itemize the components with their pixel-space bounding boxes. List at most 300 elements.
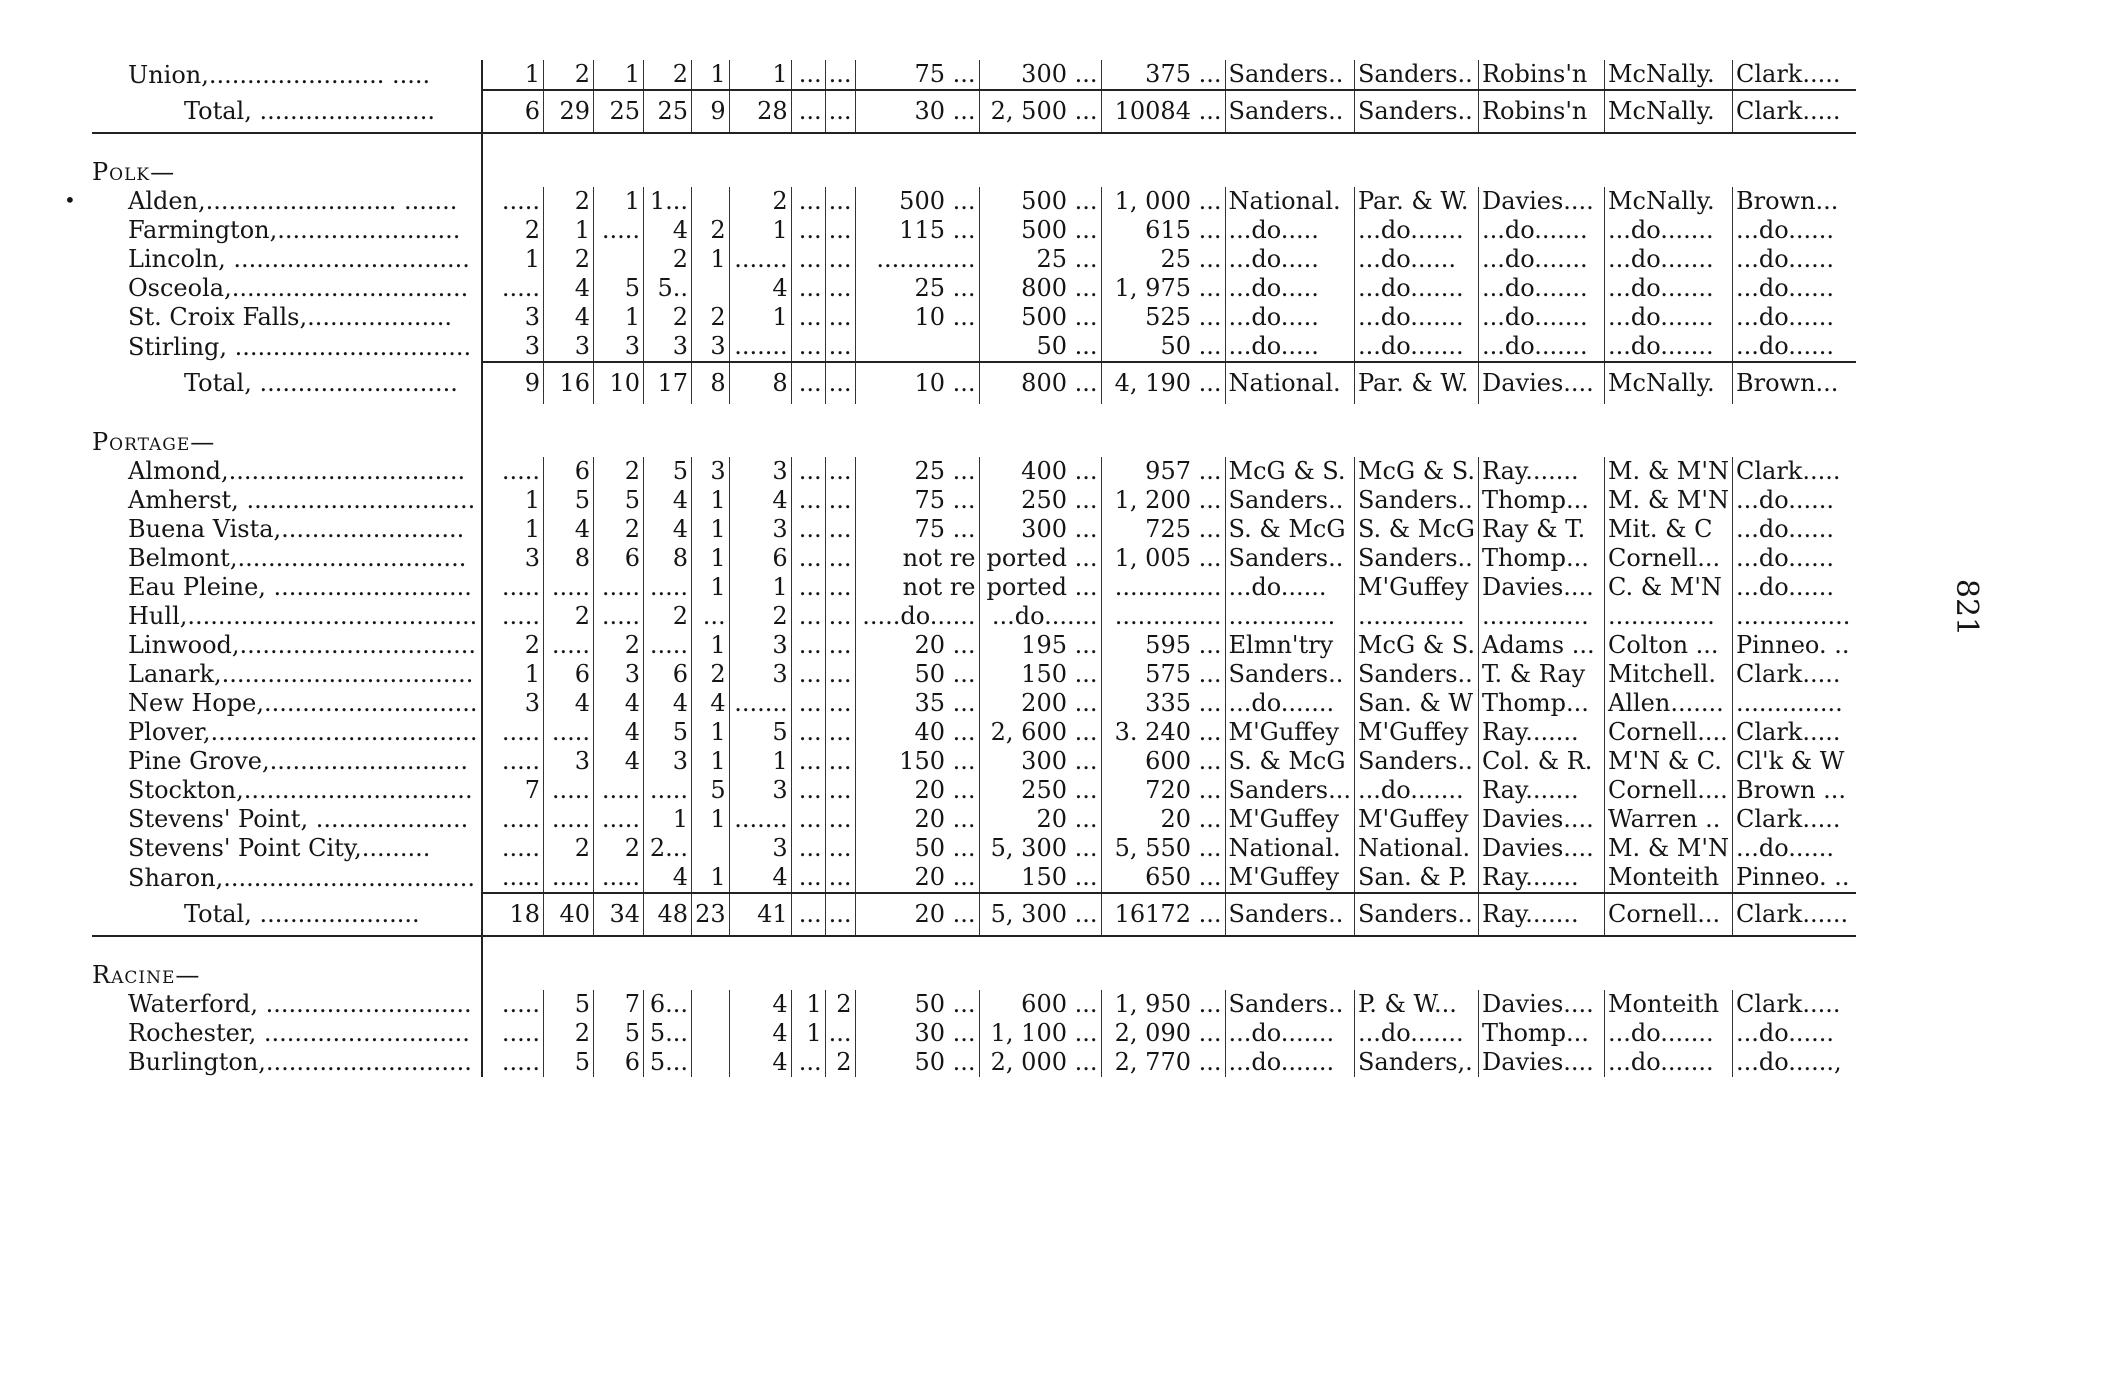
table-cell: ... — [791, 515, 825, 544]
table-cell: ..... — [482, 1048, 544, 1077]
empty-cell — [791, 961, 825, 990]
empty-cell — [1354, 428, 1478, 457]
table-cell: ... — [692, 602, 730, 631]
table-cell: 1 — [644, 805, 692, 834]
table-cell: ..... — [594, 863, 644, 893]
spacer-cell — [729, 404, 791, 428]
table-cell: ... — [791, 718, 825, 747]
table-cell: 3 — [544, 332, 594, 362]
table-cell: 800 ... — [979, 362, 1101, 404]
table-cell: ..... — [482, 1019, 544, 1048]
spacer-cell — [729, 936, 791, 961]
table-cell: Brown... — [1732, 187, 1856, 216]
table-cell: 2 — [644, 60, 692, 90]
spacer-cell — [692, 936, 730, 961]
empty-cell — [979, 158, 1101, 187]
table-cell: Sanders.. — [1225, 544, 1354, 573]
table-cell: 2 — [544, 60, 594, 90]
table-cell: 20 ... — [1101, 805, 1225, 834]
table-cell: 575 ... — [1101, 660, 1225, 689]
table-cell: 1 — [482, 515, 544, 544]
table-cell: ...do....... — [1478, 245, 1604, 274]
table-cell: Sanders.. — [1354, 486, 1478, 515]
table-cell: ...do...... — [1732, 515, 1856, 544]
table-cell: 50 ... — [855, 1048, 979, 1077]
spacer-cell — [1604, 936, 1732, 961]
table-cell: 200 ... — [979, 689, 1101, 718]
table-cell: 35 ... — [855, 689, 979, 718]
table-cell: 4 — [729, 1019, 791, 1048]
town-name: Stockton,.............................. — [128, 776, 473, 804]
table-cell: 5 — [544, 990, 594, 1019]
table-cell: 400 ... — [979, 457, 1101, 486]
table-cell: ... — [791, 60, 825, 90]
spacer-cell — [791, 936, 825, 961]
spacer-row — [92, 936, 1856, 961]
table-cell: 4 — [594, 747, 644, 776]
empty-cell — [1354, 961, 1478, 990]
table-cell: M'Guffey — [1354, 805, 1478, 834]
table-cell: 20 ... — [855, 631, 979, 660]
table-cell: ..... — [482, 834, 544, 863]
table-row — [92, 544, 1856, 573]
table-cell: ...do......, — [1732, 1048, 1856, 1077]
table-cell: ..... — [482, 274, 544, 303]
table-cell: Col. & R. — [1478, 747, 1604, 776]
table-cell: ...do...... — [1354, 245, 1478, 274]
table-cell: 615 ... — [1101, 216, 1225, 245]
table-cell: Ray & T. — [1478, 515, 1604, 544]
table-cell: 9 — [482, 362, 544, 404]
table-cell: Sanders.. — [1354, 90, 1478, 133]
town-name: Sharon,................................. — [128, 863, 475, 892]
table-cell: ... — [825, 834, 855, 863]
table-row — [92, 332, 1856, 362]
empty-cell — [855, 428, 979, 457]
table-cell: 150 ... — [979, 660, 1101, 689]
table-cell: ... — [825, 1019, 855, 1048]
table-cell: ............... — [1732, 602, 1856, 631]
table-cell: 41 — [729, 893, 791, 936]
table-cell: Sanders.. — [1225, 90, 1354, 133]
empty-cell — [825, 961, 855, 990]
table-cell: ... — [825, 60, 855, 90]
table-cell: ...do....... — [1354, 332, 1478, 362]
empty-cell — [1101, 428, 1225, 457]
table-cell: ..... — [644, 631, 692, 660]
spacer-cell — [855, 936, 979, 961]
table-cell: 1 — [482, 60, 544, 90]
table-cell: 25 ... — [855, 274, 979, 303]
spacer-cell — [1604, 133, 1732, 158]
spacer-cell — [1354, 133, 1478, 158]
table-cell: 25 ... — [979, 245, 1101, 274]
county-heading-row — [92, 158, 1856, 187]
table-cell: 16 — [544, 362, 594, 404]
empty-cell — [1101, 961, 1225, 990]
table-cell: 1 — [729, 216, 791, 245]
table-cell: 150 ... — [855, 747, 979, 776]
table-cell: Robins'n — [1478, 90, 1604, 133]
table-cell: 1, 200 ... — [1101, 486, 1225, 515]
table-cell: 1 — [729, 303, 791, 332]
table-cell: Ray....... — [1478, 893, 1604, 936]
town-name: Pine Grove,.......................... — [128, 747, 468, 775]
table-cell: ....... — [729, 689, 791, 718]
table-cell: ... — [825, 718, 855, 747]
table-cell: 1 — [692, 486, 730, 515]
table-cell: Cornell.... — [1604, 776, 1732, 805]
table-cell: 3 — [482, 544, 544, 573]
table-cell: ... — [825, 515, 855, 544]
spacer-cell — [1354, 404, 1478, 428]
table-cell: ...do..... — [1225, 274, 1354, 303]
table-cell: Adams ... — [1478, 631, 1604, 660]
table-cell: ...do....... — [1478, 216, 1604, 245]
spacer-cell — [979, 936, 1101, 961]
town-name: Amherst, .............................. — [128, 486, 476, 514]
table-cell: 10 ... — [855, 362, 979, 404]
table-cell: 1, 100 ... — [979, 1019, 1101, 1048]
table-row — [92, 1048, 1856, 1077]
spacer-cell — [825, 404, 855, 428]
town-name: Belmont,.............................. — [128, 544, 467, 572]
table-cell: 300 ... — [979, 747, 1101, 776]
table-cell: 3 — [544, 747, 594, 776]
spacer-cell — [855, 404, 979, 428]
table-cell: 25 ... — [855, 457, 979, 486]
table-cell: 4 — [644, 689, 692, 718]
table-cell: 115 ... — [855, 216, 979, 245]
table-cell: 1 — [729, 747, 791, 776]
table-cell: ... — [825, 573, 855, 602]
table-cell: 40 — [544, 893, 594, 936]
table-cell: ... — [825, 660, 855, 689]
table-cell: ..... — [482, 718, 544, 747]
table-cell: Sanders.. — [1354, 544, 1478, 573]
table-cell: 1, 950 ... — [1101, 990, 1225, 1019]
empty-cell — [825, 428, 855, 457]
spacer-cell — [791, 404, 825, 428]
school-statistics-table — [92, 60, 1856, 1077]
table-cell: 25 ... — [1101, 245, 1225, 274]
table-cell: 8 — [692, 362, 730, 404]
table-cell: 48 — [644, 893, 692, 936]
table-cell: ..... — [482, 573, 544, 602]
table-cell: 16172 ... — [1101, 893, 1225, 936]
table-cell: ..... — [544, 776, 594, 805]
table-cell: McNally. — [1604, 90, 1732, 133]
table-cell: 1 — [482, 660, 544, 689]
table-cell: ... — [791, 187, 825, 216]
table-cell: 2 — [825, 990, 855, 1019]
table-cell: .............. — [1101, 602, 1225, 631]
table-cell: Brown... — [1732, 362, 1856, 404]
table-cell: 5... — [644, 1019, 692, 1048]
table-cell: McNally. — [1604, 362, 1732, 404]
table-cell: Cornell... — [1604, 893, 1732, 936]
table-cell: ...do....... — [1604, 1019, 1732, 1048]
table-row — [92, 631, 1856, 660]
empty-cell — [1604, 961, 1732, 990]
table-cell: ...do...... — [1732, 573, 1856, 602]
spacer-cell — [1732, 404, 1856, 428]
table-cell: 8 — [644, 544, 692, 573]
table-body — [92, 60, 1856, 1077]
table-cell: 2 — [594, 631, 644, 660]
table-cell: 1 — [544, 216, 594, 245]
spacer-cell — [644, 133, 692, 158]
table-cell: 2 — [482, 631, 544, 660]
table-cell: 2... — [644, 834, 692, 863]
table-cell: 5 — [594, 1019, 644, 1048]
table-cell: 1 — [594, 303, 644, 332]
empty-cell — [692, 158, 730, 187]
spacer-cell — [1478, 133, 1604, 158]
table-cell: P. & W... — [1354, 990, 1478, 1019]
table-cell: 1 — [729, 573, 791, 602]
table-cell: Par. & W. — [1354, 362, 1478, 404]
table-cell: ...do..... — [1225, 332, 1354, 362]
table-cell: 4 — [729, 863, 791, 893]
town-name: Stevens' Point City,......... — [128, 834, 431, 862]
table-cell: ...do...... — [1732, 245, 1856, 274]
table-cell: 4 — [644, 486, 692, 515]
spacer-cell — [644, 404, 692, 428]
table-cell: 3. 240 ... — [1101, 718, 1225, 747]
empty-cell — [644, 428, 692, 457]
total-row — [92, 362, 1856, 404]
table-cell: ...do....... — [1478, 274, 1604, 303]
table-cell: 525 ... — [1101, 303, 1225, 332]
table-row — [92, 573, 1856, 602]
table-cell: 4, 190 ... — [1101, 362, 1225, 404]
county-heading: Racine— — [92, 961, 201, 989]
table-cell: ...do....... — [1354, 274, 1478, 303]
town-name: Linwood,............................... — [128, 631, 476, 659]
table-row — [92, 689, 1856, 718]
table-cell: M'Guffey — [1354, 573, 1478, 602]
spacer-cell — [979, 133, 1101, 158]
table-cell: ..... — [544, 718, 594, 747]
table-cell: ... — [791, 486, 825, 515]
table-cell: 650 ... — [1101, 863, 1225, 893]
spacer-cell — [729, 133, 791, 158]
table-cell: 500 ... — [855, 187, 979, 216]
table-cell: 4 — [544, 515, 594, 544]
table-cell: .............. — [1478, 602, 1604, 631]
table-cell: S. & McG — [1354, 515, 1478, 544]
table-cell: Robins'n — [1478, 60, 1604, 90]
table-cell: Allen....... — [1604, 689, 1732, 718]
empty-cell — [544, 158, 594, 187]
table-cell: 1 — [482, 245, 544, 274]
table-cell — [692, 834, 730, 863]
table-cell: McNally. — [1604, 60, 1732, 90]
table-cell: .............. — [1732, 689, 1856, 718]
table-cell: ... — [825, 747, 855, 776]
table-cell: not re — [855, 573, 979, 602]
table-cell: 50 ... — [979, 332, 1101, 362]
empty-cell — [825, 158, 855, 187]
table-cell: 2 — [594, 457, 644, 486]
table-cell: 1 — [692, 718, 730, 747]
table-cell: 3 — [729, 631, 791, 660]
table-cell: ..... — [594, 602, 644, 631]
table-row — [92, 805, 1856, 834]
table-cell: National. — [1225, 834, 1354, 863]
table-cell: ... — [791, 362, 825, 404]
table-cell: ...do....... — [1604, 274, 1732, 303]
table-cell: ... — [825, 805, 855, 834]
town-name: Plover,................................... — [128, 718, 478, 746]
table-cell: ....... — [729, 332, 791, 362]
table-cell — [692, 187, 730, 216]
table-cell: ... — [791, 834, 825, 863]
table-cell: C. & M'N — [1604, 573, 1732, 602]
table-cell: ...do....... — [1604, 245, 1732, 274]
total-row — [92, 893, 1856, 936]
table-cell: 5 — [692, 776, 730, 805]
county-heading: Portage— — [92, 428, 216, 456]
table-cell: ... — [825, 631, 855, 660]
table-cell: ..... — [482, 990, 544, 1019]
spacer-cell — [1225, 404, 1354, 428]
table-cell: ... — [791, 544, 825, 573]
spacer-cell — [482, 404, 544, 428]
table-cell: ...do....... — [1604, 303, 1732, 332]
table-cell: ... — [791, 573, 825, 602]
table-cell: 500 ... — [979, 216, 1101, 245]
table-cell: ...do..... — [1225, 216, 1354, 245]
table-cell: M'Guffey — [1354, 718, 1478, 747]
table-cell: ...do....... — [1604, 1048, 1732, 1077]
table-cell: ...do....... — [1478, 303, 1604, 332]
table-cell: 2 — [544, 834, 594, 863]
table-cell: Sanders.. — [1225, 893, 1354, 936]
spacer-cell — [644, 936, 692, 961]
town-name: St. Croix Falls,................... — [128, 303, 453, 331]
spacer-cell — [1604, 404, 1732, 428]
table-cell: 2 — [544, 602, 594, 631]
table-cell: Clark..... — [1732, 718, 1856, 747]
table-cell: McNally. — [1604, 187, 1732, 216]
table-cell: 7 — [482, 776, 544, 805]
table-cell: 2 — [825, 1048, 855, 1077]
spacer-cell — [825, 936, 855, 961]
table-cell: 5, 550 ... — [1101, 834, 1225, 863]
total-label: Total, ....................... — [92, 90, 482, 133]
county-heading-row — [92, 961, 1856, 990]
table-cell: ..... — [544, 863, 594, 893]
empty-cell — [544, 961, 594, 990]
table-cell: .............. — [1225, 602, 1354, 631]
empty-cell — [482, 158, 544, 187]
table-cell: M'Guffey — [1225, 863, 1354, 893]
table-cell: 4 — [594, 718, 644, 747]
table-cell: Thomp... — [1478, 486, 1604, 515]
table-cell: 4 — [729, 1048, 791, 1077]
table-cell: 1, 975 ... — [1101, 274, 1225, 303]
table-cell: 300 ... — [979, 60, 1101, 90]
table-cell: Ray....... — [1478, 776, 1604, 805]
table-cell: ...do....... — [1225, 1048, 1354, 1077]
table-cell: Sanders.. — [1225, 660, 1354, 689]
town-name: Almond,............................... — [128, 457, 466, 485]
table-cell: National. — [1225, 187, 1354, 216]
table-cell: 3 — [729, 515, 791, 544]
table-cell: 1 — [594, 187, 644, 216]
town-name: Stevens' Point, .................... — [128, 805, 469, 833]
table-cell: 3 — [644, 747, 692, 776]
table-cell: ....... — [729, 245, 791, 274]
table-cell: M. & M'N — [1604, 486, 1732, 515]
table-cell: 10 ... — [855, 303, 979, 332]
table-cell: 20 ... — [855, 893, 979, 936]
table-cell: ported ... — [979, 544, 1101, 573]
table-cell: Davies.... — [1478, 187, 1604, 216]
table-cell: Davies.... — [1478, 362, 1604, 404]
table-row — [92, 216, 1856, 245]
spacer-cell — [544, 133, 594, 158]
table-cell: 6 — [482, 90, 544, 133]
table-cell: 3 — [594, 660, 644, 689]
table-cell: 2, 600 ... — [979, 718, 1101, 747]
empty-cell — [692, 961, 730, 990]
table-cell: 250 ... — [979, 776, 1101, 805]
table-cell: Davies.... — [1478, 805, 1604, 834]
table-cell: .............. — [1101, 573, 1225, 602]
table-cell: ... — [825, 776, 855, 805]
table-cell: 1 — [692, 747, 730, 776]
table-cell: not re — [855, 544, 979, 573]
table-cell: ... — [791, 332, 825, 362]
table-row — [92, 718, 1856, 747]
table-cell: ... — [791, 689, 825, 718]
table-cell: M'Guffey — [1225, 805, 1354, 834]
spacer-cell — [92, 936, 482, 961]
table-cell: 250 ... — [979, 486, 1101, 515]
table-cell: 6 — [544, 660, 594, 689]
table-cell: Clark..... — [1732, 457, 1856, 486]
table-cell: ...do....... — [1225, 689, 1354, 718]
table-cell: ... — [791, 660, 825, 689]
table-cell: 3 — [729, 660, 791, 689]
table-row — [92, 747, 1856, 776]
total-label: Total, .......................... — [184, 368, 458, 397]
table-cell: ... — [791, 274, 825, 303]
table-cell: 75 ... — [855, 60, 979, 90]
table-cell: ... — [791, 747, 825, 776]
county-heading-row — [92, 428, 1856, 457]
table-cell: 5 — [644, 718, 692, 747]
table-cell: ...do..... — [1225, 245, 1354, 274]
empty-cell — [1225, 428, 1354, 457]
table-cell: ..... — [544, 805, 594, 834]
table-cell: McG & S. — [1225, 457, 1354, 486]
table-cell: Mitchell. — [1604, 660, 1732, 689]
table-cell: ...do...... — [1225, 573, 1354, 602]
empty-cell — [692, 428, 730, 457]
table-cell: 720 ... — [1101, 776, 1225, 805]
table-row — [92, 274, 1856, 303]
empty-cell — [1732, 428, 1856, 457]
table-row — [92, 486, 1856, 515]
table-cell: 3 — [729, 457, 791, 486]
table-cell: San. & P. — [1354, 863, 1478, 893]
spacer-cell — [1732, 133, 1856, 158]
empty-cell — [729, 428, 791, 457]
